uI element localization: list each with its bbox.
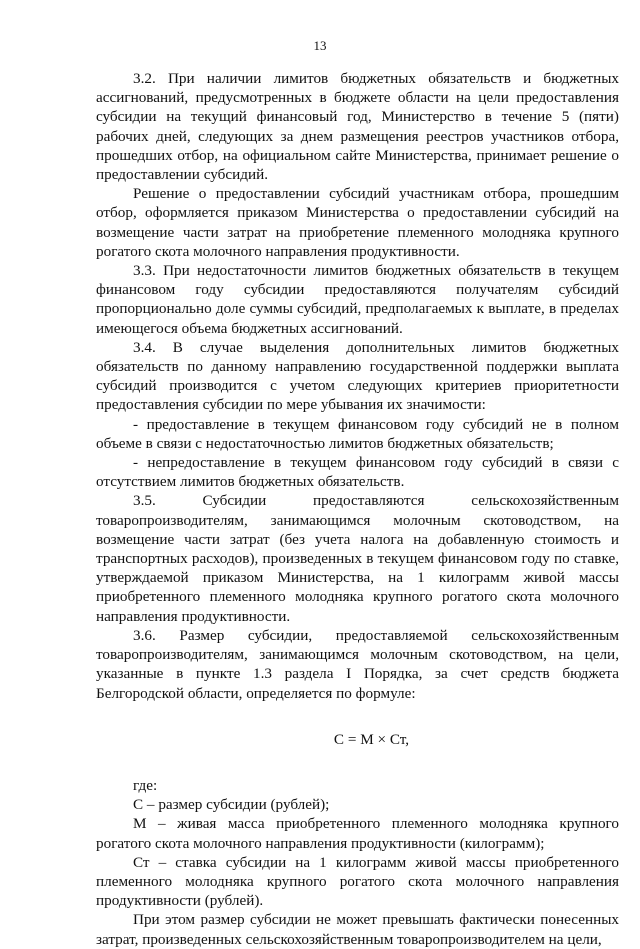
- paragraph-3-2: 3.2. При наличии лимитов бюджетных обязательств и бюджетных ассигнований, предусмотренных в бюджете области на цели предоставления субсидии на текущий финансовый год, Министерство в течение 5 (пяти) рабочих дней, следующих за днем размещения реестров участников отбора, прошедших отбор, на официальном сайте Министерства, принимает решение о предоставлении субсидий.: [96, 70, 619, 184]
- page-number: 13: [313, 38, 327, 53]
- paragraph-3-3: 3.3. При недостаточности лимитов бюджетных обязательств в текущем финансовом году субсидии предоставляются получателям субсидий пропорционально доле суммы субсидий, предполагаемых к выплате, в пределах имеющегося объема бюджетных ассигнований.: [96, 262, 619, 337]
- paragraph-3-6: 3.6. Размер субсидии, предоставляемой сельскохозяйственным товаропроизводителям, занимающимся молочным скотоводством, на цели, указанные в пункте 1.3 раздела I Порядка, за счет средств бюджета Белгородской области, определяется по формуле:: [96, 626, 619, 702]
- definition-c: С – размер субсидии (рублей);: [133, 796, 330, 814]
- document-body: [96, 69, 619, 949]
- paragraph-3-5: 3.5. Субсидии предоставляются сельскохозяйственным товаропроизводителям, занимающимся молочным скотоводством, на возмещение части затрат (без учета налога на добавленную стоимость и транспортных расходов), произведенных в текущем финансовом году по ставке, утверждаемой приказом Министерства, на 1 килограмм живой массы приобретенного племенного молодняка крупного рогатого скота молочного направления продуктивности.: [96, 492, 619, 625]
- criterion-item-1: - предоставление в текущем финансовом году субсидий не в полном объеме в связи с недостаточностью лимитов бюджетных обязательств;: [96, 415, 619, 452]
- paragraph-decision: Решение о предоставлении субсидий участникам отбора, прошедшим отбор, оформляется приказом Министерства о предоставлении субсидий на возмещение части затрат на приобретение племенного молодняка крупного рогатого скота молочного направления продуктивности.: [96, 185, 619, 260]
- where-label: где:: [133, 776, 158, 794]
- criterion-item-2: - непредоставление в текущем финансовом году субсидий в связи с отсутствием лимитов бюджетных обязательств.: [96, 454, 619, 491]
- definition-m: М – живая масса приобретенного племенного молодняка крупного рогатого скота молочного направления продуктивности (килограмм);: [96, 815, 619, 852]
- definition-st: Ст – ставка субсидии на 1 килограмм живой массы приобретенного племенного молодняка крупного рогатого скота молочного направления продуктивности (рублей).: [96, 853, 619, 910]
- paragraph-closing: При этом размер субсидии не может превышать фактически понесенных затрат, произведенных сельскохозяйственным товаропроизводителем на цели,: [96, 911, 619, 948]
- paragraph-3-4: 3.4. В случае выделения дополнительных лимитов бюджетных обязательств по данному направлению государственной поддержки выплата субсидий производится с учетом следующих критериев приоритетности предоставления субсидии по мере убывания их значимости:: [96, 338, 619, 414]
- subsidy-formula: С = М × Ст,: [333, 730, 410, 748]
